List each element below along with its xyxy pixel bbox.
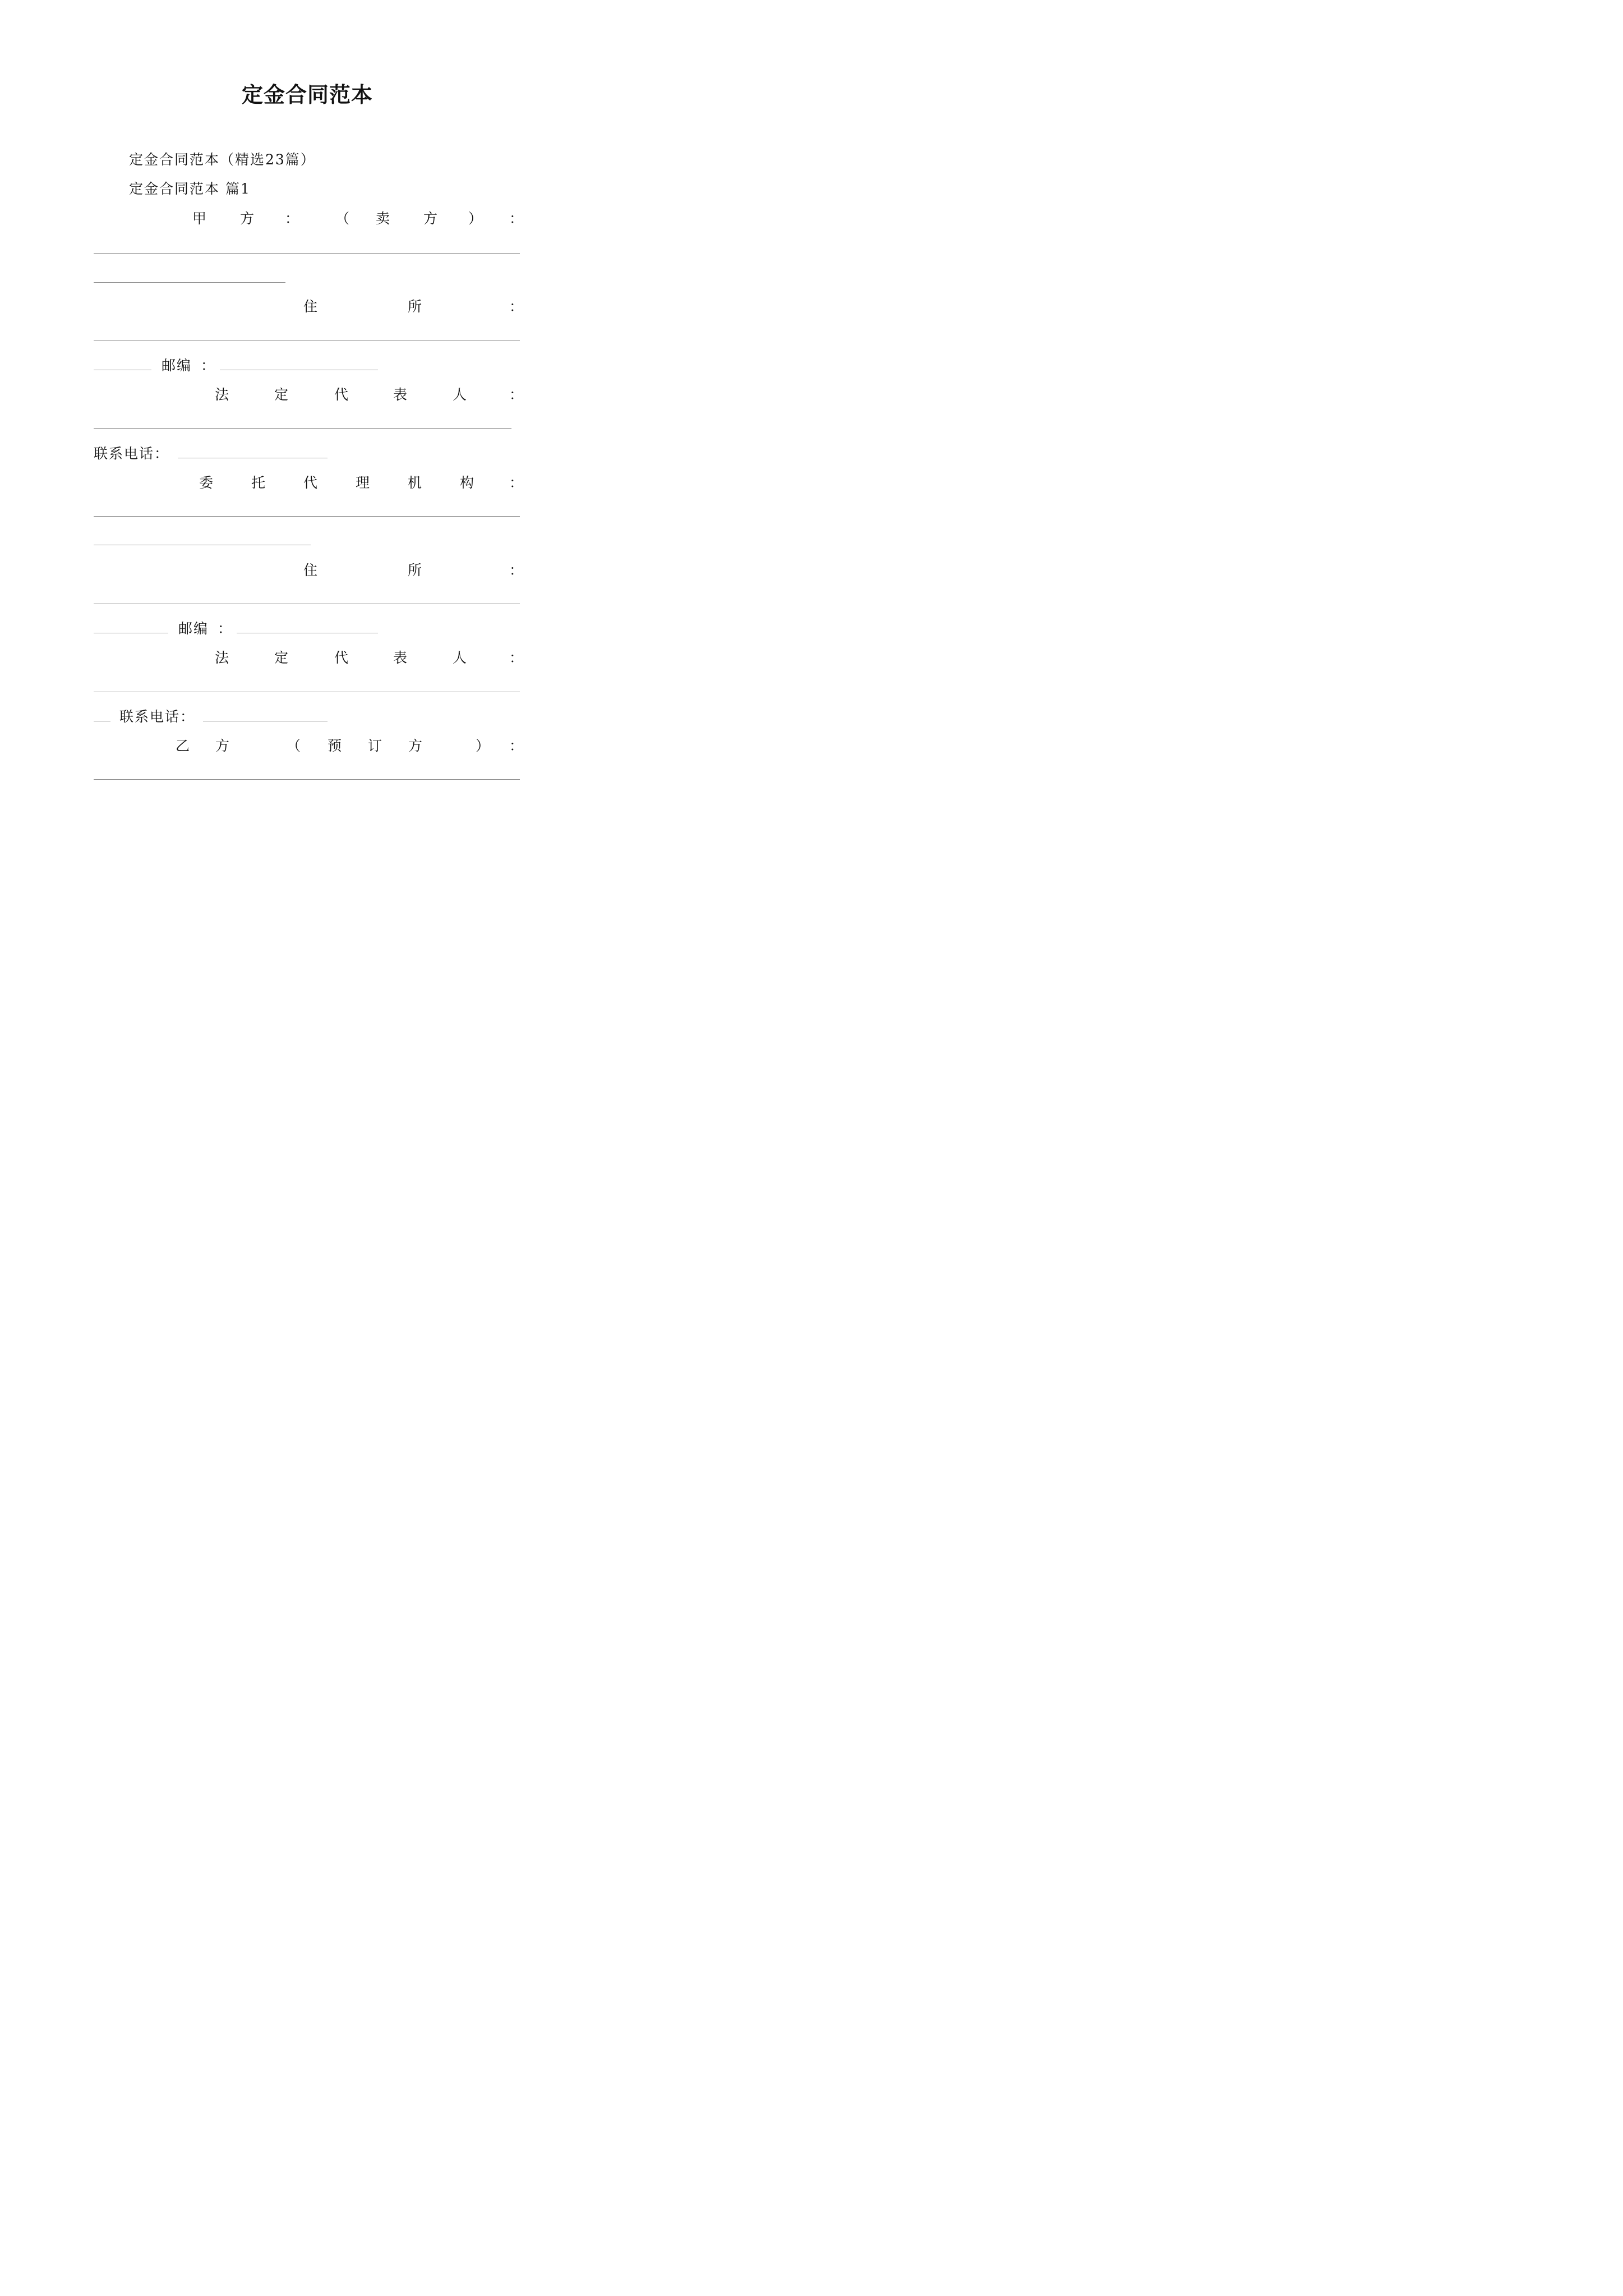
party-a-char: ： (285, 210, 299, 227)
legal-rep-char: 法 (215, 650, 229, 666)
party-a-postcode-colon: ： (201, 357, 215, 374)
agent-char: 机 (408, 475, 422, 491)
legal-rep-char: 法 (215, 386, 229, 403)
legal-rep-char: 人 (453, 650, 467, 666)
agent-char: 托 (251, 475, 266, 491)
document-title: 定金合同范本 (241, 82, 373, 107)
party-b-char: （ (287, 738, 301, 754)
legal-rep-char: 人 (453, 386, 467, 403)
party-a-name-blank-line (94, 253, 520, 254)
legal-rep-char: ： (509, 386, 524, 403)
section-heading: 定金合同范本 篇1 (129, 181, 251, 197)
agent-char: 代 (303, 475, 318, 491)
agent-char: 理 (356, 475, 370, 491)
party-b-name-blank-line (94, 779, 520, 780)
agent-name-blank-line (94, 516, 520, 517)
party-b-char: 预 (328, 738, 342, 754)
party-b-char: 乙 (176, 738, 190, 754)
party-b-char: 方 (408, 738, 423, 754)
party-a-char: （ (335, 210, 350, 227)
party-a-char: ： (509, 210, 524, 227)
legal-rep-char: 定 (274, 650, 289, 666)
party-b-char: 方 (215, 738, 230, 754)
legal-rep-char: 代 (334, 386, 349, 403)
address-char: ： (509, 562, 524, 578)
address-char: 所 (408, 298, 422, 315)
agent-phone-label: 联系电话： (119, 708, 196, 725)
party-a-name-blank-line-2 (94, 282, 285, 283)
agent-char: 委 (199, 475, 214, 491)
party-a-char: 方 (423, 210, 438, 227)
party-a-char: 甲 (192, 210, 207, 227)
party-a-char: 卖 (376, 210, 390, 227)
legal-rep-char: 定 (274, 386, 289, 403)
agent-char: 构 (460, 475, 474, 491)
address-char: 住 (303, 298, 318, 315)
address-char: 住 (303, 562, 318, 578)
party-a-char: 方 (240, 210, 255, 227)
legal-rep-char: ： (509, 650, 524, 666)
agent-postcode-label: 邮编 (178, 620, 209, 637)
address-char: 所 (408, 562, 422, 578)
party-b-char: ） (476, 738, 490, 754)
agent-postcode-colon: ： (218, 620, 232, 637)
legal-rep-char: 表 (393, 650, 408, 666)
party-a-phone-label: 联系电话： (94, 445, 170, 462)
party-b-char: 订 (368, 738, 382, 754)
party-b-char: ： (509, 738, 524, 754)
legal-rep-char: 表 (393, 386, 408, 403)
party-a-legal-rep-blank-line (94, 428, 511, 429)
address-char: ： (509, 298, 524, 315)
legal-rep-char: 代 (334, 650, 349, 666)
party-a-postcode-label: 邮编 (162, 357, 192, 374)
document-subtitle: 定金合同范本（精选23篇） (129, 151, 316, 168)
party-a-char: ） (468, 210, 483, 227)
agent-char: ： (509, 475, 524, 491)
